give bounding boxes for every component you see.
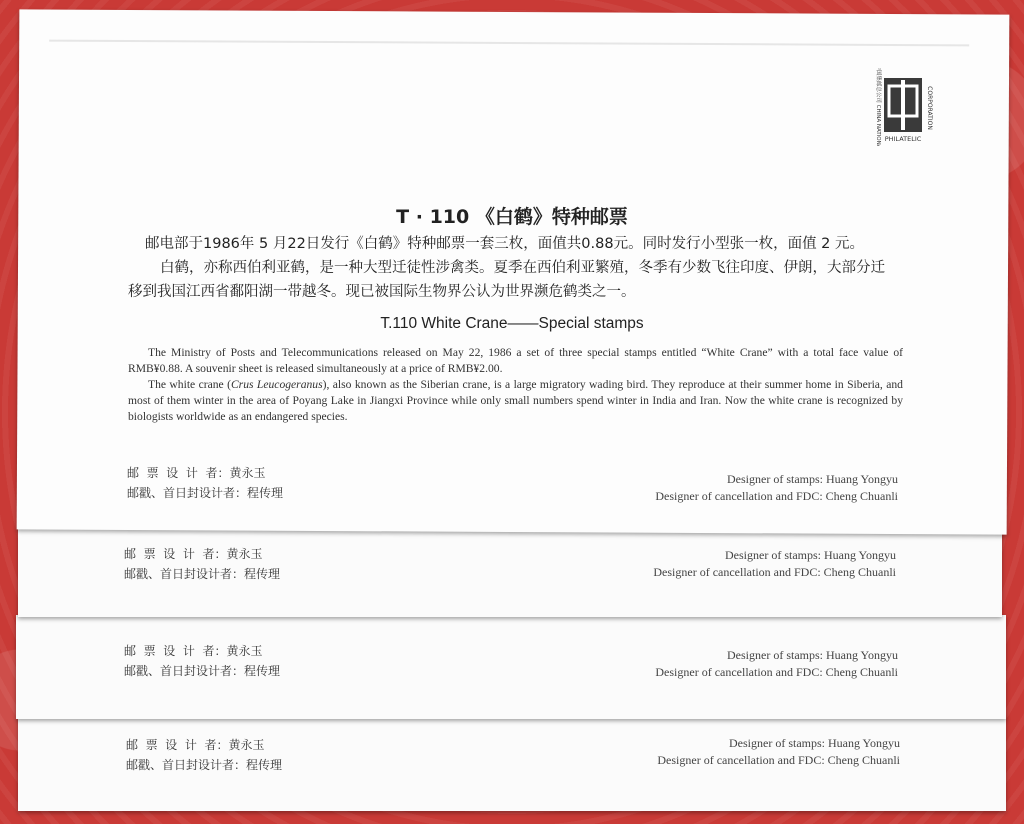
stamp-designer-cn: 邮 票 设 计 者：黄永玉: [127, 466, 266, 480]
paragraph-chinese-1: 邮电部于1986年 5 月22日发行《白鹤》特种邮票一套三枚，面值共0.88元。同时发行小型张一枚，面值 2 元。: [145, 236, 865, 252]
paragraph-english-2-post: ), also known as the Siberian crane, is a large migratory wading bird. They reproduce at their summer home in Siberia, and most of them winter in the area of Poyang Lake in Jiangxi Province while only small numbers spend winter in India and Iran. Now the white crane is recognized by biologists worldwide as an endangered species.: [128, 378, 903, 423]
credits-cn: [124, 544, 280, 584]
flap-edge: [49, 40, 969, 47]
cancel-designer-en: Designer of cancellation and FDC: Cheng Chuanli: [655, 489, 898, 503]
credits-cn: [126, 735, 282, 775]
stamp-designer-en: Designer of stamps: Huang Yongyu: [727, 472, 898, 486]
species-name: Crus Leucogeranus: [230, 378, 323, 391]
title-english: T.110 White Crane——Special stamps: [380, 315, 644, 332]
cancel-designer-cn: 邮戳、首日封设计者：程传理: [124, 567, 281, 581]
envelope-3: [16, 615, 1006, 719]
stamp-designer-cn: 邮 票 设 计 者：黄永玉: [126, 738, 265, 752]
logo-text-right: CORPORATION: [926, 86, 933, 130]
paragraph-english-2: [128, 377, 903, 425]
cancel-designer-en: Designer of cancellation and FDC: Cheng Chuanli: [657, 753, 900, 767]
credits-en-main: [655, 471, 898, 505]
paragraph-chinese-2a: 白鹤，亦称西伯利亚鹤，是一种大型迁徒性涉禽类。夏季在西伯利亚繁殖，冬季有少数飞往印度、伊朗，大部分迁: [160, 260, 885, 276]
paragraph-chinese-2b: 移到我国江西省鄱阳湖一带越冬。现已被国际生物界公认为世界濒危鹤类之一。: [128, 284, 636, 300]
cancel-designer-en: Designer of cancellation and FDC: Cheng Chuanli: [655, 665, 898, 679]
credits-en: [657, 735, 900, 769]
title-chinese: T · 110 《白鹤》特种邮票: [396, 206, 628, 228]
stamp-designer-en: Designer of stamps: Huang Yongyu: [727, 648, 898, 662]
envelope-4: [18, 715, 1006, 811]
envelope-2: [18, 525, 1002, 617]
stamp-designer-en: Designer of stamps: Huang Yongyu: [729, 736, 900, 750]
cancel-designer-cn: 邮戳、首日封设计者：程传理: [124, 664, 281, 678]
logo-text-left: 中国集邮总公司 CHINA NATIONAL: [875, 68, 881, 146]
credits-cn: [124, 641, 280, 681]
paragraph-english-1: The Ministry of Posts and Telecommunications released on May 22, 1986 a set of three special stamps entitled “White Crane” with a total face value of RMB¥0.88. A souvenir sheet is released simultaneously at a price of RMB¥2.00.: [128, 346, 903, 375]
stamp-designer-cn: 邮 票 设 计 者：黄永玉: [124, 547, 263, 561]
paragraph-english-2-pre: The white crane (: [148, 378, 231, 391]
china-philatelic-logo: [862, 68, 936, 146]
cancel-designer-cn: 邮戳、首日封设计者：程传理: [127, 486, 284, 500]
credits-cn-main: [127, 463, 283, 503]
credits-en: [655, 647, 898, 681]
cancel-designer-cn: 邮戳、首日封设计者：程传理: [126, 758, 283, 772]
logo-text-bottom: PHILATELIC: [884, 135, 922, 143]
credits-en: [653, 547, 896, 581]
stamp-designer-cn: 邮 票 设 计 者：黄永玉: [124, 644, 263, 658]
stamp-designer-en: Designer of stamps: Huang Yongyu: [725, 548, 896, 562]
cancel-designer-en: Designer of cancellation and FDC: Cheng Chuanli: [653, 565, 896, 579]
